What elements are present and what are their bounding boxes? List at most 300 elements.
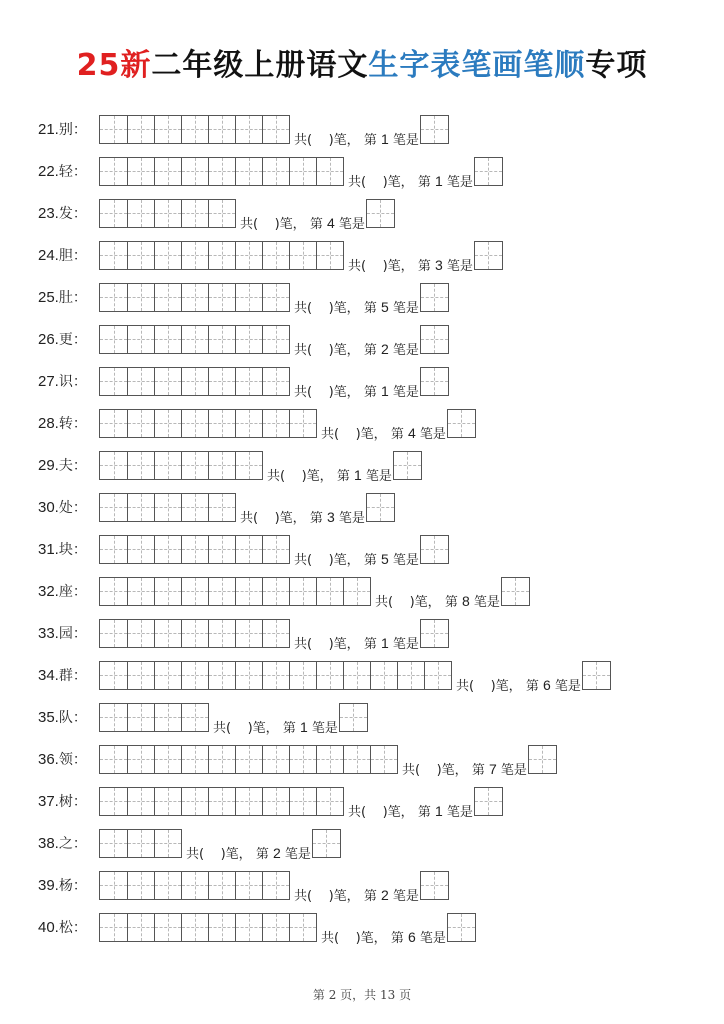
answer-cell[interactable] xyxy=(420,871,449,900)
total-strokes-blank[interactable] xyxy=(339,931,356,946)
nth-prefix: 第 xyxy=(363,301,377,316)
tianzige-cell[interactable] xyxy=(181,452,208,479)
total-strokes-close: )笔， xyxy=(328,301,360,316)
stroke-question xyxy=(294,549,419,570)
tianzige-cell[interactable] xyxy=(208,284,235,311)
stroke-question xyxy=(294,381,419,402)
exercise-row xyxy=(38,276,611,318)
tianzige-cell[interactable] xyxy=(343,578,370,605)
tianzige-cell[interactable] xyxy=(262,536,289,563)
total-strokes-close: )笔， xyxy=(328,133,360,148)
nth-stroke-number: 2 xyxy=(380,341,389,357)
tianzige-cell[interactable] xyxy=(316,578,343,605)
nth-stroke-number: 7 xyxy=(488,761,497,777)
tianzige-cell[interactable] xyxy=(100,242,127,269)
total-strokes-blank[interactable] xyxy=(366,259,383,274)
nth-suffix: 笔是 xyxy=(392,343,419,358)
answer-cell[interactable] xyxy=(420,535,449,564)
tianzige-cell[interactable] xyxy=(208,914,235,941)
tianzige-cell[interactable] xyxy=(154,368,181,395)
tianzige-cell[interactable] xyxy=(208,494,235,521)
tianzige-cell[interactable] xyxy=(127,746,154,773)
answer-cell[interactable] xyxy=(339,703,368,732)
label-colon: ： xyxy=(72,752,87,768)
tianzige-cell[interactable] xyxy=(181,788,208,815)
exercise-character: 群 xyxy=(58,668,73,684)
nth-prefix: 第 xyxy=(363,133,377,148)
stroke-order-grid xyxy=(99,157,344,186)
tianzige-cell[interactable] xyxy=(127,200,154,227)
tianzige-cell[interactable] xyxy=(154,158,181,185)
tianzige-cell[interactable] xyxy=(100,200,127,227)
tianzige-cell[interactable] xyxy=(235,746,262,773)
tianzige-cell[interactable] xyxy=(262,410,289,437)
nth-prefix: 第 xyxy=(363,637,377,652)
nth-prefix: 第 xyxy=(417,259,431,274)
exercise-character: 轻 xyxy=(58,164,73,180)
label-colon: ： xyxy=(72,458,87,474)
tianzige-cell[interactable] xyxy=(154,200,181,227)
total-strokes-blank[interactable] xyxy=(366,175,383,190)
exercise-list xyxy=(38,108,611,948)
total-strokes-open: 共( xyxy=(348,259,367,274)
tianzige-cell[interactable] xyxy=(262,620,289,647)
exercise-row xyxy=(38,192,611,234)
tianzige-cell[interactable] xyxy=(181,284,208,311)
tianzige-cell[interactable] xyxy=(154,536,181,563)
total-strokes-blank[interactable] xyxy=(339,427,356,442)
tianzige-cell[interactable] xyxy=(127,242,154,269)
tianzige-cell[interactable] xyxy=(181,368,208,395)
tianzige-cell[interactable] xyxy=(154,662,181,689)
tianzige-cell[interactable] xyxy=(289,242,316,269)
answer-cell[interactable] xyxy=(447,913,476,942)
exercise-row xyxy=(38,234,611,276)
total-strokes-blank[interactable] xyxy=(312,385,329,400)
answer-cell[interactable] xyxy=(366,199,395,228)
tianzige-cell[interactable] xyxy=(100,368,127,395)
tianzige-cell[interactable] xyxy=(127,620,154,647)
tianzige-cell[interactable] xyxy=(127,494,154,521)
tianzige-cell[interactable] xyxy=(262,578,289,605)
answer-cell[interactable] xyxy=(474,787,503,816)
tianzige-cell[interactable] xyxy=(100,494,127,521)
total-strokes-close: )笔， xyxy=(274,217,306,232)
tianzige-cell[interactable] xyxy=(154,872,181,899)
tianzige-cell[interactable] xyxy=(235,578,262,605)
label-colon: ： xyxy=(72,374,87,390)
total-strokes-close: )笔， xyxy=(328,343,360,358)
tianzige-cell[interactable] xyxy=(100,872,127,899)
tianzige-cell[interactable] xyxy=(181,704,208,731)
tianzige-cell[interactable] xyxy=(208,620,235,647)
tianzige-cell[interactable] xyxy=(235,620,262,647)
tianzige-cell[interactable] xyxy=(262,242,289,269)
total-strokes-open: 共( xyxy=(321,427,340,442)
exercise-label xyxy=(38,413,99,433)
answer-cell[interactable] xyxy=(420,619,449,648)
tianzige-cell[interactable] xyxy=(289,578,316,605)
tianzige-cell[interactable] xyxy=(154,830,181,857)
total-strokes-blank[interactable] xyxy=(204,847,221,862)
answer-cell[interactable] xyxy=(501,577,530,606)
tianzige-cell[interactable] xyxy=(262,116,289,143)
answer-cell[interactable] xyxy=(528,745,557,774)
stroke-question xyxy=(348,801,473,822)
tianzige-cell[interactable] xyxy=(208,536,235,563)
tianzige-cell[interactable] xyxy=(316,662,343,689)
tianzige-cell[interactable] xyxy=(208,242,235,269)
tianzige-cell[interactable] xyxy=(181,200,208,227)
tianzige-cell[interactable] xyxy=(181,662,208,689)
total-strokes-blank[interactable] xyxy=(312,301,329,316)
exercise-number: 38. xyxy=(38,835,59,852)
tianzige-cell[interactable] xyxy=(127,578,154,605)
nth-stroke-number: 1 xyxy=(434,173,443,189)
tianzige-cell[interactable] xyxy=(154,704,181,731)
tianzige-cell[interactable] xyxy=(262,326,289,353)
tianzige-cell[interactable] xyxy=(424,662,451,689)
tianzige-cell[interactable] xyxy=(100,620,127,647)
tianzige-cell[interactable] xyxy=(262,746,289,773)
answer-cell[interactable] xyxy=(447,409,476,438)
stroke-question xyxy=(321,423,446,444)
tianzige-cell[interactable] xyxy=(370,746,397,773)
answer-cell[interactable] xyxy=(312,829,341,858)
tianzige-cell[interactable] xyxy=(181,746,208,773)
total-strokes-blank[interactable] xyxy=(231,721,248,736)
exercise-character: 识 xyxy=(58,374,73,390)
tianzige-cell[interactable] xyxy=(289,410,316,437)
exercise-label xyxy=(38,329,99,349)
exercise-label xyxy=(38,917,99,937)
total-strokes-open: 共( xyxy=(240,511,259,526)
exercise-label xyxy=(38,623,99,643)
tianzige-cell[interactable] xyxy=(154,242,181,269)
title-suffix: 专项 xyxy=(585,48,648,83)
tianzige-cell[interactable] xyxy=(208,452,235,479)
tianzige-cell[interactable] xyxy=(127,830,154,857)
tianzige-cell[interactable] xyxy=(181,410,208,437)
tianzige-cell[interactable] xyxy=(208,410,235,437)
stroke-question xyxy=(240,213,365,234)
total-strokes-blank[interactable] xyxy=(420,763,437,778)
tianzige-cell[interactable] xyxy=(208,872,235,899)
tianzige-cell[interactable] xyxy=(181,872,208,899)
tianzige-cell[interactable] xyxy=(289,914,316,941)
tianzige-cell[interactable] xyxy=(262,662,289,689)
nth-suffix: 笔是 xyxy=(392,553,419,568)
tianzige-cell[interactable] xyxy=(154,788,181,815)
total-strokes-open: 共( xyxy=(294,385,313,400)
nth-prefix: 第 xyxy=(363,385,377,400)
tianzige-cell[interactable] xyxy=(235,116,262,143)
tianzige-cell[interactable] xyxy=(235,410,262,437)
total-strokes-blank[interactable] xyxy=(366,805,383,820)
answer-cell[interactable] xyxy=(474,241,503,270)
exercise-number: 39. xyxy=(38,877,59,894)
total-strokes-open: 共( xyxy=(267,469,286,484)
exercise-row xyxy=(38,612,611,654)
tianzige-cell[interactable] xyxy=(235,284,262,311)
stroke-order-grid xyxy=(99,871,290,900)
answer-cell[interactable] xyxy=(420,115,449,144)
total-strokes-open: 共( xyxy=(186,847,205,862)
tianzige-cell[interactable] xyxy=(181,536,208,563)
exercise-character: 块 xyxy=(58,542,73,558)
exercise-row xyxy=(38,528,611,570)
total-strokes-blank[interactable] xyxy=(474,679,491,694)
tianzige-cell[interactable] xyxy=(316,788,343,815)
tianzige-cell[interactable] xyxy=(100,116,127,143)
nth-prefix: 第 xyxy=(417,175,431,190)
nth-suffix: 笔是 xyxy=(554,679,581,694)
label-colon: ： xyxy=(72,332,87,348)
exercise-label xyxy=(38,119,99,139)
tianzige-cell[interactable] xyxy=(127,662,154,689)
tianzige-cell[interactable] xyxy=(235,452,262,479)
label-colon: ： xyxy=(72,248,87,264)
tianzige-cell[interactable] xyxy=(181,914,208,941)
tianzige-cell[interactable] xyxy=(181,620,208,647)
nth-stroke-number: 1 xyxy=(380,635,389,651)
tianzige-cell[interactable] xyxy=(127,410,154,437)
total-strokes-blank[interactable] xyxy=(312,553,329,568)
answer-cell[interactable] xyxy=(393,451,422,480)
tianzige-cell[interactable] xyxy=(100,578,127,605)
tianzige-cell[interactable] xyxy=(154,116,181,143)
stroke-question xyxy=(267,465,392,486)
tianzige-cell[interactable] xyxy=(316,746,343,773)
label-colon: ： xyxy=(72,626,87,642)
total-strokes-open: 共( xyxy=(456,679,475,694)
total-strokes-blank[interactable] xyxy=(393,595,410,610)
stroke-question xyxy=(294,339,419,360)
stroke-order-grid xyxy=(99,619,290,648)
tianzige-cell[interactable] xyxy=(235,368,262,395)
total-strokes-close: )笔， xyxy=(436,763,468,778)
tianzige-cell[interactable] xyxy=(100,788,127,815)
tianzige-cell[interactable] xyxy=(127,536,154,563)
tianzige-cell[interactable] xyxy=(127,452,154,479)
stroke-order-grid xyxy=(99,241,344,270)
tianzige-cell[interactable] xyxy=(235,662,262,689)
tianzige-cell[interactable] xyxy=(127,158,154,185)
total-strokes-open: 共( xyxy=(348,805,367,820)
nth-suffix: 笔是 xyxy=(446,259,473,274)
tianzige-cell[interactable] xyxy=(208,158,235,185)
exercise-number: 21. xyxy=(38,121,59,138)
tianzige-cell[interactable] xyxy=(235,326,262,353)
tianzige-cell[interactable] xyxy=(235,872,262,899)
total-strokes-open: 共( xyxy=(294,301,313,316)
nth-prefix: 第 xyxy=(363,343,377,358)
tianzige-cell[interactable] xyxy=(208,662,235,689)
tianzige-cell[interactable] xyxy=(262,284,289,311)
nth-suffix: 笔是 xyxy=(392,637,419,652)
exercise-label xyxy=(38,287,99,307)
tianzige-cell[interactable] xyxy=(235,242,262,269)
total-strokes-close: )笔， xyxy=(328,385,360,400)
tianzige-cell[interactable] xyxy=(181,242,208,269)
total-strokes-blank[interactable] xyxy=(312,637,329,652)
nth-stroke-number: 1 xyxy=(353,467,362,483)
exercise-row xyxy=(38,486,611,528)
tianzige-cell[interactable] xyxy=(397,662,424,689)
tianzige-cell[interactable] xyxy=(100,746,127,773)
tianzige-cell[interactable] xyxy=(154,410,181,437)
total-strokes-open: 共( xyxy=(294,133,313,148)
title-middle: 二年级上册语文 xyxy=(151,48,369,83)
tianzige-cell[interactable] xyxy=(100,536,127,563)
tianzige-cell[interactable] xyxy=(154,620,181,647)
tianzige-cell[interactable] xyxy=(154,284,181,311)
exercise-row xyxy=(38,654,611,696)
nth-stroke-number: 1 xyxy=(434,803,443,819)
stroke-question xyxy=(294,885,419,906)
tianzige-cell[interactable] xyxy=(289,746,316,773)
tianzige-cell[interactable] xyxy=(127,284,154,311)
tianzige-cell[interactable] xyxy=(235,914,262,941)
tianzige-cell[interactable] xyxy=(181,158,208,185)
tianzige-cell[interactable] xyxy=(235,158,262,185)
tianzige-cell[interactable] xyxy=(127,368,154,395)
nth-stroke-number: 6 xyxy=(542,677,551,693)
tianzige-cell[interactable] xyxy=(154,326,181,353)
tianzige-cell[interactable] xyxy=(208,326,235,353)
exercise-number: 23. xyxy=(38,205,59,222)
tianzige-cell[interactable] xyxy=(289,788,316,815)
answer-cell[interactable] xyxy=(582,661,611,690)
tianzige-cell[interactable] xyxy=(100,410,127,437)
tianzige-cell[interactable] xyxy=(181,116,208,143)
nth-suffix: 笔是 xyxy=(311,721,338,736)
tianzige-cell[interactable] xyxy=(289,662,316,689)
tianzige-cell[interactable] xyxy=(154,452,181,479)
label-colon: ： xyxy=(72,584,87,600)
tianzige-cell[interactable] xyxy=(181,326,208,353)
tianzige-cell[interactable] xyxy=(370,662,397,689)
tianzige-cell[interactable] xyxy=(154,746,181,773)
nth-stroke-number: 5 xyxy=(380,551,389,567)
tianzige-cell[interactable] xyxy=(208,578,235,605)
nth-prefix: 第 xyxy=(525,679,539,694)
stroke-order-grid xyxy=(99,451,263,480)
tianzige-cell[interactable] xyxy=(154,914,181,941)
stroke-question xyxy=(294,129,419,150)
nth-prefix: 第 xyxy=(363,889,377,904)
tianzige-cell[interactable] xyxy=(181,494,208,521)
exercise-character: 队 xyxy=(58,710,73,726)
tianzige-cell[interactable] xyxy=(262,914,289,941)
total-strokes-blank[interactable] xyxy=(312,133,329,148)
tianzige-cell[interactable] xyxy=(262,158,289,185)
total-strokes-blank[interactable] xyxy=(258,217,275,232)
tianzige-cell[interactable] xyxy=(100,158,127,185)
label-colon: ： xyxy=(72,836,87,852)
nth-suffix: 笔是 xyxy=(338,217,365,232)
nth-prefix: 第 xyxy=(444,595,458,610)
answer-cell[interactable] xyxy=(420,325,449,354)
tianzige-cell[interactable] xyxy=(100,326,127,353)
tianzige-cell[interactable] xyxy=(343,662,370,689)
exercise-character: 胆 xyxy=(58,248,73,264)
tianzige-cell[interactable] xyxy=(127,788,154,815)
total-strokes-blank[interactable] xyxy=(312,343,329,358)
tianzige-cell[interactable] xyxy=(100,284,127,311)
tianzige-cell[interactable] xyxy=(154,494,181,521)
tianzige-cell[interactable] xyxy=(127,914,154,941)
answer-cell[interactable] xyxy=(420,283,449,312)
stroke-order-grid xyxy=(99,367,290,396)
label-colon: ： xyxy=(72,794,87,810)
stroke-question xyxy=(402,759,527,780)
tianzige-cell[interactable] xyxy=(208,116,235,143)
exercise-number: 26. xyxy=(38,331,59,348)
exercise-row xyxy=(38,108,611,150)
tianzige-cell[interactable] xyxy=(181,578,208,605)
exercise-character: 领 xyxy=(58,752,73,768)
tianzige-cell[interactable] xyxy=(262,368,289,395)
tianzige-cell[interactable] xyxy=(154,578,181,605)
tianzige-cell[interactable] xyxy=(208,746,235,773)
tianzige-cell[interactable] xyxy=(316,158,343,185)
tianzige-cell[interactable] xyxy=(316,242,343,269)
tianzige-cell[interactable] xyxy=(343,746,370,773)
exercise-row xyxy=(38,696,611,738)
exercise-label xyxy=(38,497,99,517)
tianzige-cell[interactable] xyxy=(127,704,154,731)
answer-cell[interactable] xyxy=(474,157,503,186)
answer-cell[interactable] xyxy=(366,493,395,522)
stroke-order-grid xyxy=(99,115,290,144)
exercise-label xyxy=(38,875,99,895)
total-strokes-close: )笔， xyxy=(274,511,306,526)
nth-prefix: 第 xyxy=(336,469,350,484)
total-strokes-open: 共( xyxy=(240,217,259,232)
total-strokes-blank[interactable] xyxy=(312,889,329,904)
exercise-number: 32. xyxy=(38,583,59,600)
tianzige-cell[interactable] xyxy=(208,368,235,395)
exercise-character: 杨 xyxy=(58,878,73,894)
tianzige-cell[interactable] xyxy=(127,326,154,353)
total-strokes-blank[interactable] xyxy=(285,469,302,484)
tianzige-cell[interactable] xyxy=(127,116,154,143)
exercise-label xyxy=(38,203,99,223)
stroke-question xyxy=(348,171,473,192)
nth-stroke-number: 1 xyxy=(380,383,389,399)
tianzige-cell[interactable] xyxy=(100,830,127,857)
exercise-label xyxy=(38,833,99,853)
tianzige-cell[interactable] xyxy=(208,788,235,815)
stroke-order-grid xyxy=(99,409,317,438)
tianzige-cell[interactable] xyxy=(235,536,262,563)
tianzige-cell[interactable] xyxy=(289,158,316,185)
tianzige-cell[interactable] xyxy=(100,452,127,479)
tianzige-cell[interactable] xyxy=(208,200,235,227)
tianzige-cell[interactable] xyxy=(100,704,127,731)
exercise-number: 37. xyxy=(38,793,59,810)
tianzige-cell[interactable] xyxy=(235,788,262,815)
answer-cell[interactable] xyxy=(420,367,449,396)
tianzige-cell[interactable] xyxy=(262,788,289,815)
tianzige-cell[interactable] xyxy=(127,872,154,899)
total-strokes-blank[interactable] xyxy=(258,511,275,526)
exercise-number: 35. xyxy=(38,709,59,726)
tianzige-cell[interactable] xyxy=(100,914,127,941)
tianzige-cell[interactable] xyxy=(100,662,127,689)
tianzige-cell[interactable] xyxy=(262,872,289,899)
